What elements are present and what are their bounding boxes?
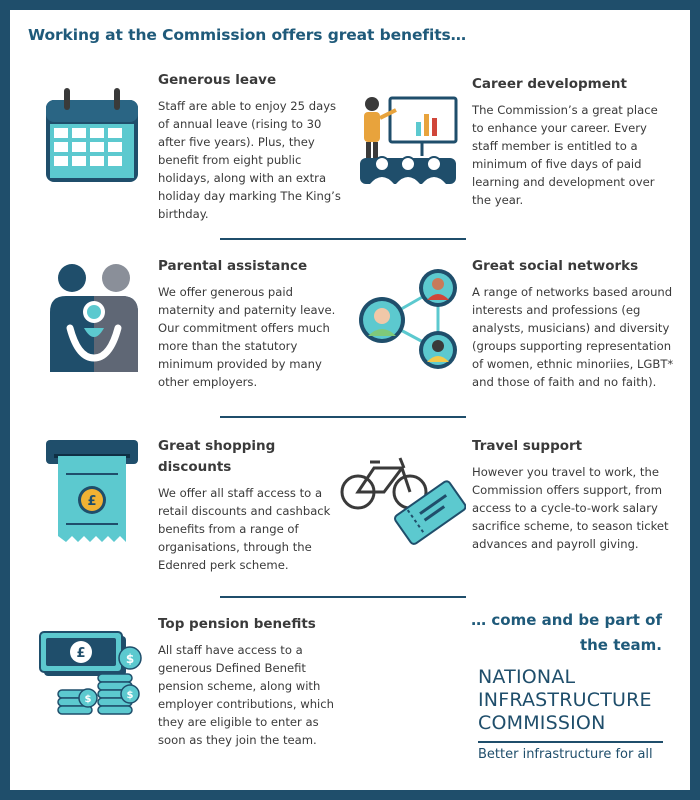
closing-tagline: … come and be part of the team. [471,611,662,654]
benefit-text: A range of networks based around interests and professions (eg analysts, musicians) and diversity (groups supporting representation of women, ethnic minoriies, LGBT* and those of faith and no faith). [472,285,674,389]
benefit-title: Parental assistance [158,258,308,274]
divider [220,596,466,598]
svg-text:$: $ [126,690,134,701]
benefit-title: Generous leave [158,72,277,88]
benefit-pension [158,614,348,749]
svg-text:$: $ [125,652,135,666]
logo-line: COMMISSION [478,712,606,734]
benefit-title: Career development [472,76,627,92]
family-icon [44,262,144,378]
benefit-title: Great shopping discounts [158,438,276,475]
benefit-text: All staff have access to a generous Defined Benefit pension scheme, along with employer contributions, which they are eligible to enter as soon as they join the team. [158,643,334,747]
svg-text:$: $ [84,694,92,705]
logo-line: INFRASTRUCTURE [478,689,652,711]
page-headline: Working at the Commission offers great benefits… [28,26,467,44]
benefit-text: However you travel to work, the Commission offers support, from access to a cycle-to-work salary sacrifice scheme, to season ticket advances and payroll giving. [472,465,669,551]
benefit-social-networks [472,256,676,391]
nic-logo [478,666,678,762]
benefit-generous-leave [158,70,348,223]
benefit-text: We offer all staff access to a retail discounts and cashback benefits from a range of organisations, through the Edenred perk scheme. [158,486,331,572]
logo-strapline: Better infrastructure for all [478,747,653,762]
svg-text:£: £ [87,494,97,509]
presentation-icon [356,94,460,190]
calendar-icon [44,86,140,188]
benefit-career-development [472,74,672,209]
benefit-title: Travel support [472,438,583,454]
svg-text:£: £ [76,646,86,661]
bicycle-ticket-icon [340,452,466,550]
money-icon [38,630,146,720]
benefit-shopping-discounts [158,436,348,574]
benefit-text: Staff are able to enjoy 25 days of annual leave (rising to 30 after five years). Plus, they benefit from eight public holidays, along with an extra holiday day marking The King’s birthday. [158,99,341,221]
benefit-travel-support [472,436,672,553]
benefit-text: The Commission’s a great place to enhance your career. Every staff member is entitled to a minimum of five days of paid learning and development over the year. [472,103,658,207]
divider [220,238,466,240]
benefit-title: Top pension benefits [158,616,316,632]
benefit-title: Great social networks [472,258,639,274]
logo-line: NATIONAL [478,666,576,688]
logo-divider [478,741,663,743]
benefit-text: We offer generous paid maternity and paternity leave. Our commitment offers much more than the statutory minimum provided by many other employers. [158,285,336,389]
divider [220,416,466,418]
receipt-icon [44,438,140,554]
network-icon [352,266,462,380]
benefit-parental-assistance [158,256,348,391]
